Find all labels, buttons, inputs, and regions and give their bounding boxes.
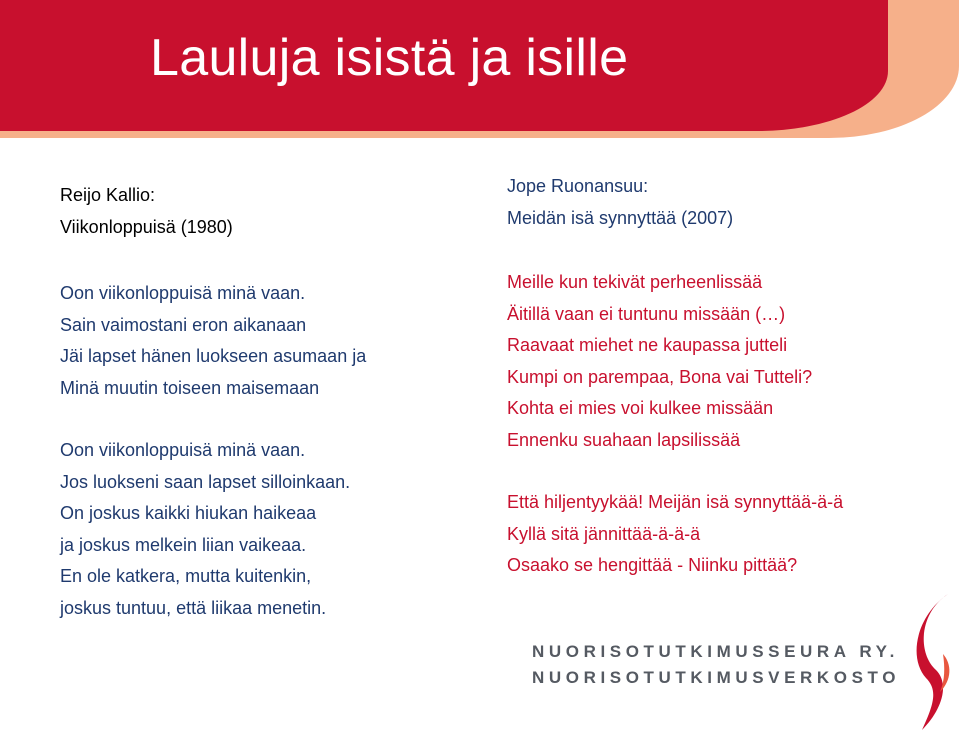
left-verse-1 bbox=[60, 278, 480, 404]
right-verse-1 bbox=[507, 267, 927, 456]
organization-logo-text bbox=[532, 639, 912, 691]
lyric-line: joskus tuntuu, että liikaa menetin. bbox=[60, 597, 327, 618]
right-verse-2 bbox=[507, 487, 927, 582]
lyric-line: Kumpi on parempaa, Bona vai Tutteli? bbox=[507, 366, 813, 387]
lyric-line: Ennenku suahaan lapsilissää bbox=[507, 429, 741, 450]
lyric-line: On joskus kaikki hiukan haikeaa bbox=[60, 503, 317, 523]
lyric-line: Jäi lapset hänen luokseen asumaan ja bbox=[60, 346, 367, 366]
lyric-line: Että hiljentyykää! Meijän isä synnyttää-ä-ä bbox=[507, 492, 844, 512]
logo-line-1: NUORISOTUTKIMUSSEURA RY. bbox=[532, 642, 899, 661]
logo-line-2: NUORISOTUTKIMUSVERKOSTO bbox=[532, 668, 901, 687]
left-song-title: Viikonloppuisä (1980) bbox=[60, 217, 233, 237]
left-song-heading bbox=[60, 179, 480, 243]
lyric-line: Osaako se hengittää - Niinku pittää? bbox=[507, 555, 798, 575]
right-song-column bbox=[507, 170, 927, 613]
lyric-line: Kyllä sitä jännittää-ä-ä-ä bbox=[507, 523, 701, 544]
right-song-artist: Jope Ruonansuu: bbox=[507, 176, 649, 196]
lyric-line: Oon viikonloppuisä minä vaan. bbox=[60, 283, 306, 303]
swirl-logo-icon bbox=[912, 592, 956, 732]
lyric-line: Äitillä vaan ei tuntunu missään (…) bbox=[507, 303, 786, 324]
lyric-line: Sain vaimostani eron aikanaan bbox=[60, 314, 307, 335]
lyric-line: Oon viikonloppuisä minä vaan. bbox=[60, 440, 306, 460]
left-song-lyrics bbox=[60, 278, 480, 624]
page-title: Lauluja isistä ja isille bbox=[150, 29, 629, 87]
lyric-line: En ole katkera, mutta kuitenkin, bbox=[60, 566, 312, 586]
right-song-lyrics bbox=[507, 267, 927, 582]
lyric-line: Raavaat miehet ne kaupassa jutteli bbox=[507, 335, 788, 355]
lyric-line: Meille kun tekivät perheenlissää bbox=[507, 272, 763, 292]
left-song-artist: Reijo Kallio: bbox=[60, 185, 156, 205]
left-verse-2 bbox=[60, 435, 480, 624]
right-song-title: Meidän isä synnyttää (2007) bbox=[507, 208, 734, 228]
right-song-heading bbox=[507, 170, 927, 234]
lyric-line: ja joskus melkein liian vaikeaa. bbox=[60, 534, 307, 555]
lyric-line: Minä muutin toiseen maisemaan bbox=[60, 377, 320, 398]
lyric-line: Jos luokseni saan lapset silloinkaan. bbox=[60, 471, 351, 492]
lyric-line: Kohta ei mies voi kulkee missään bbox=[507, 398, 774, 418]
left-song-column bbox=[60, 179, 480, 655]
